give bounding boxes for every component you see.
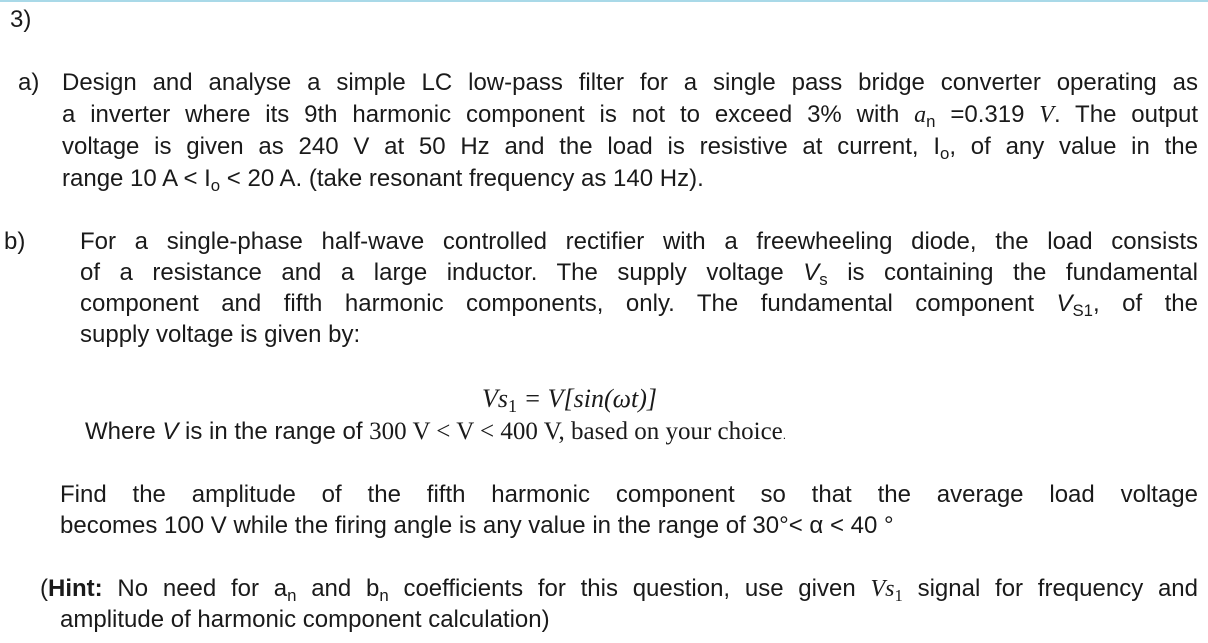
part-a-line-3: voltage is given as 240 V at 50 Hz and the load is resistive at current, $I_o$, of any value in the bbox=[62, 133, 1198, 163]
hint-line-2: amplitude of harmonic component calculation) bbox=[60, 606, 550, 633]
part-b-line-1: For a single-phase half-wave controlled rectifier with a freewheeling diode, the load consists bbox=[80, 228, 1198, 255]
part-b-line-3: component and fifth harmonic components, only. The fundamental component $V_{S1}$, of the bbox=[80, 290, 1198, 320]
part-b-label: b) bbox=[4, 228, 26, 255]
find-line-2: becomes 100 V while the firing angle is any value in the range of 30°< α < 40 ° bbox=[60, 512, 894, 539]
top-rule bbox=[0, 0, 1208, 2]
part-b-line-4: supply voltage is given by: bbox=[80, 321, 361, 348]
find-line-1: Find the amplitude of the fifth harmonic component so that the average load voltage bbox=[60, 481, 1198, 508]
hint-line-1: (Hint: No need for $a_n$ and $b_n$ coefficients for this question, use given $Vs_1$ signal for frequency and bbox=[40, 575, 1198, 605]
voltage-range-line: Where V is in the range of 300 V < V < 400 V, based on your choice. bbox=[85, 418, 787, 445]
part-a-line-2: a inverter where its 9th harmonic component is not to exceed 3% with $a_n =0.319$ V. The output bbox=[62, 101, 1198, 131]
part-a-line-1: Design and analyse a simple LC low-pass filter for a single pass bridge converter operating as bbox=[62, 69, 1198, 96]
part-b-line-2: of a resistance and a large inductor. The supply voltage $V_s$ is containing the fundamental bbox=[80, 259, 1198, 289]
part-a-label: a) bbox=[18, 69, 40, 96]
question-number: 3) bbox=[10, 6, 32, 33]
supply-voltage-equation: $Vs_1 = V[\sin(\omega t)]$ bbox=[482, 384, 657, 416]
part-a-line-4: range 10 $A < I_o < 20$ A. (take resonant frequency as 140 Hz). bbox=[62, 165, 704, 195]
